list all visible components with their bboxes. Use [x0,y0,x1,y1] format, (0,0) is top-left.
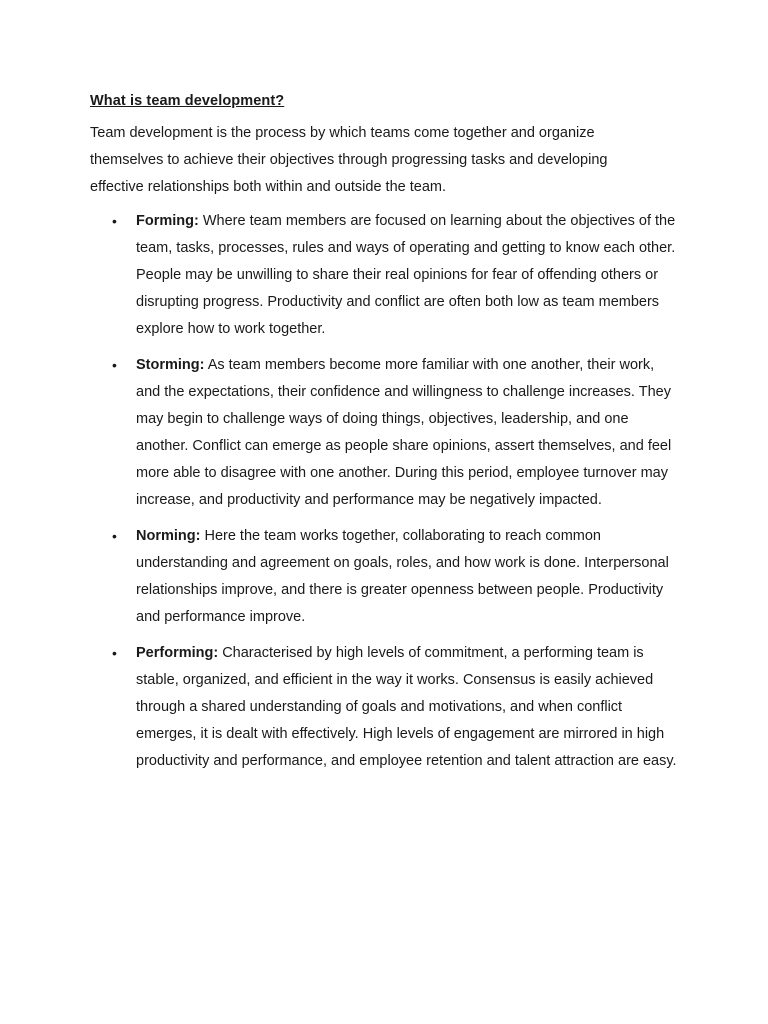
stage-description: As team members become more familiar with one another, their work, and the expectations, their confidence and willingness to challenge increases. They may begin to challenge ways of doing things, objectives, leadership, and one another. Conflict can emerge as people share opinions, assert themselves, and feel more able to disagree with one another. During this period, employee turnover may increase, and productivity and performance may be negatively impacted. [136,357,672,508]
stage-term: Norming: [136,528,201,544]
stage-item-forming [0,208,681,343]
stage-term: Forming: [136,213,199,229]
intro-paragraph: Team development is the process by which teams come together and organize themselves to achieve their objectives through progressing tasks and developing effective relationships both within and outside the team. [90,125,608,195]
stage-item-norming [0,523,681,631]
page-title: What is team development? [90,93,285,109]
stage-item-storming [0,352,681,514]
stage-description: Here the team works together, collaborating to reach common understanding and agreement on goals, roles, and how work is done. Interpersonal relationships improve, and there is greater openness between people. Productivity and performance improve. [136,528,669,625]
stage-list [0,208,768,784]
stage-description: Characterised by high levels of commitment, a performing team is stable, organized, and efficient in the way it works. Consensus is easily achieved through a shared understanding of goals and motivations, and when conflict emerges, it is dealt with effectively. High levels of engagement are mirrored in high productivity and performance, and employee retention and talent attraction are easy. [136,645,677,769]
stage-item-performing [0,640,681,775]
bullet-icon: • [112,645,117,661]
stage-description: Where team members are focused on learning about the objectives of the team, tasks, processes, rules and ways of operating and getting to know each other. People may be unwilling to share their real opinions for fear of offending others or disrupting progress. Productivity and conflict are often both low as team members explore how to work together. [136,213,676,337]
stage-term: Performing: [136,645,219,661]
bullet-icon: • [112,357,117,373]
bullet-icon: • [112,213,117,229]
bullet-icon: • [112,528,117,544]
stage-term: Storming: [136,357,205,373]
